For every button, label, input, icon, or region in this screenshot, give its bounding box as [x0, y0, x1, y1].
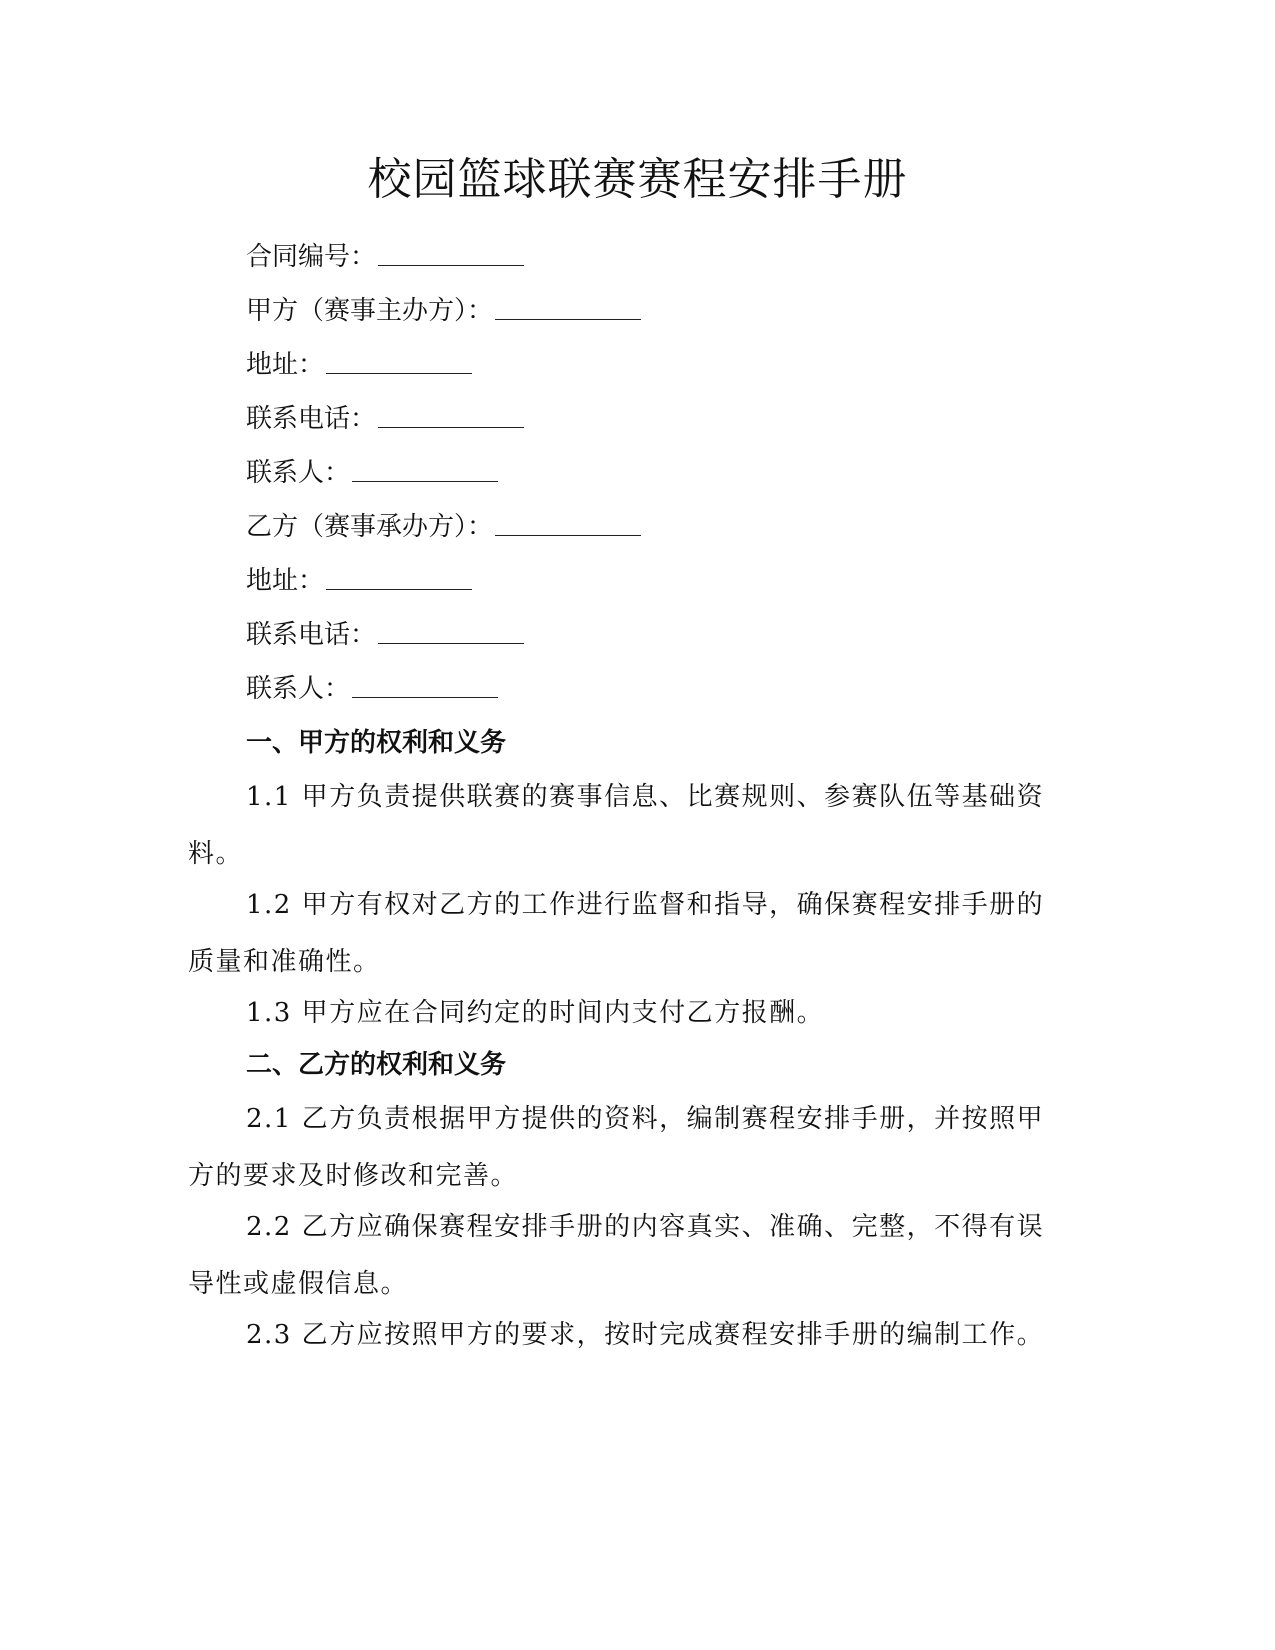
party-a-address-field [246, 345, 472, 385]
field-label: 联系电话： [246, 620, 377, 650]
party-b-contact-blank [352, 669, 498, 698]
clause-2-3: 2.3 乙方应按照甲方的要求，按时完成赛程安排手册的编制工作。 [246, 1320, 1045, 1350]
party-b-address-field [246, 561, 472, 601]
document-title: 校园篮球联赛赛程安排手册 [367, 154, 908, 205]
field-label: 联系人： [246, 674, 351, 704]
party-a-contact-blank [352, 453, 498, 482]
party-a-phone-field [246, 399, 524, 439]
section-heading-party-b: 二、乙方的权利和义务 [246, 1050, 507, 1080]
field-label: 地址： [246, 566, 325, 596]
clause-2-1: 2.1 乙方负责根据甲方提供的资料，编制赛程安排手册，并按照甲方的要求及时修改和完善。 [188, 1104, 1045, 1191]
field-label: 乙方（赛事承办方）： [246, 512, 494, 542]
field-label: 甲方（赛事主办方）： [246, 296, 494, 326]
party-a-contact-field [246, 453, 498, 493]
party-b-phone-blank [378, 615, 524, 644]
party-b-blank [495, 507, 641, 536]
party-a-field [246, 291, 641, 331]
clause-2-2: 2.2 乙方应确保赛程安排手册的内容真实、准确、完整，不得有误导性或虚假信息。 [188, 1212, 1045, 1299]
contract-number-field [246, 237, 524, 277]
section-heading-party-a: 一、甲方的权利和义务 [246, 728, 507, 758]
party-a-phone-blank [378, 399, 524, 428]
party-b-contact-field [246, 669, 498, 709]
clause-1-2: 1.2 甲方有权对乙方的工作进行监督和指导，确保赛程安排手册的质量和准确性。 [188, 890, 1045, 977]
party-a-blank [495, 291, 641, 320]
contract-number-blank [378, 237, 524, 266]
clause-1-3: 1.3 甲方应在合同约定的时间内支付乙方报酬。 [246, 998, 825, 1028]
party-b-field [246, 507, 641, 547]
party-a-address-blank [326, 345, 472, 374]
field-label: 合同编号： [246, 242, 377, 272]
field-label: 地址： [246, 350, 325, 380]
party-b-address-blank [326, 561, 472, 590]
field-label: 联系人： [246, 458, 351, 488]
field-label: 联系电话： [246, 404, 377, 434]
clause-1-1: 1.1 甲方负责提供联赛的赛事信息、比赛规则、参赛队伍等基础资料。 [188, 782, 1045, 869]
party-b-phone-field [246, 615, 524, 655]
